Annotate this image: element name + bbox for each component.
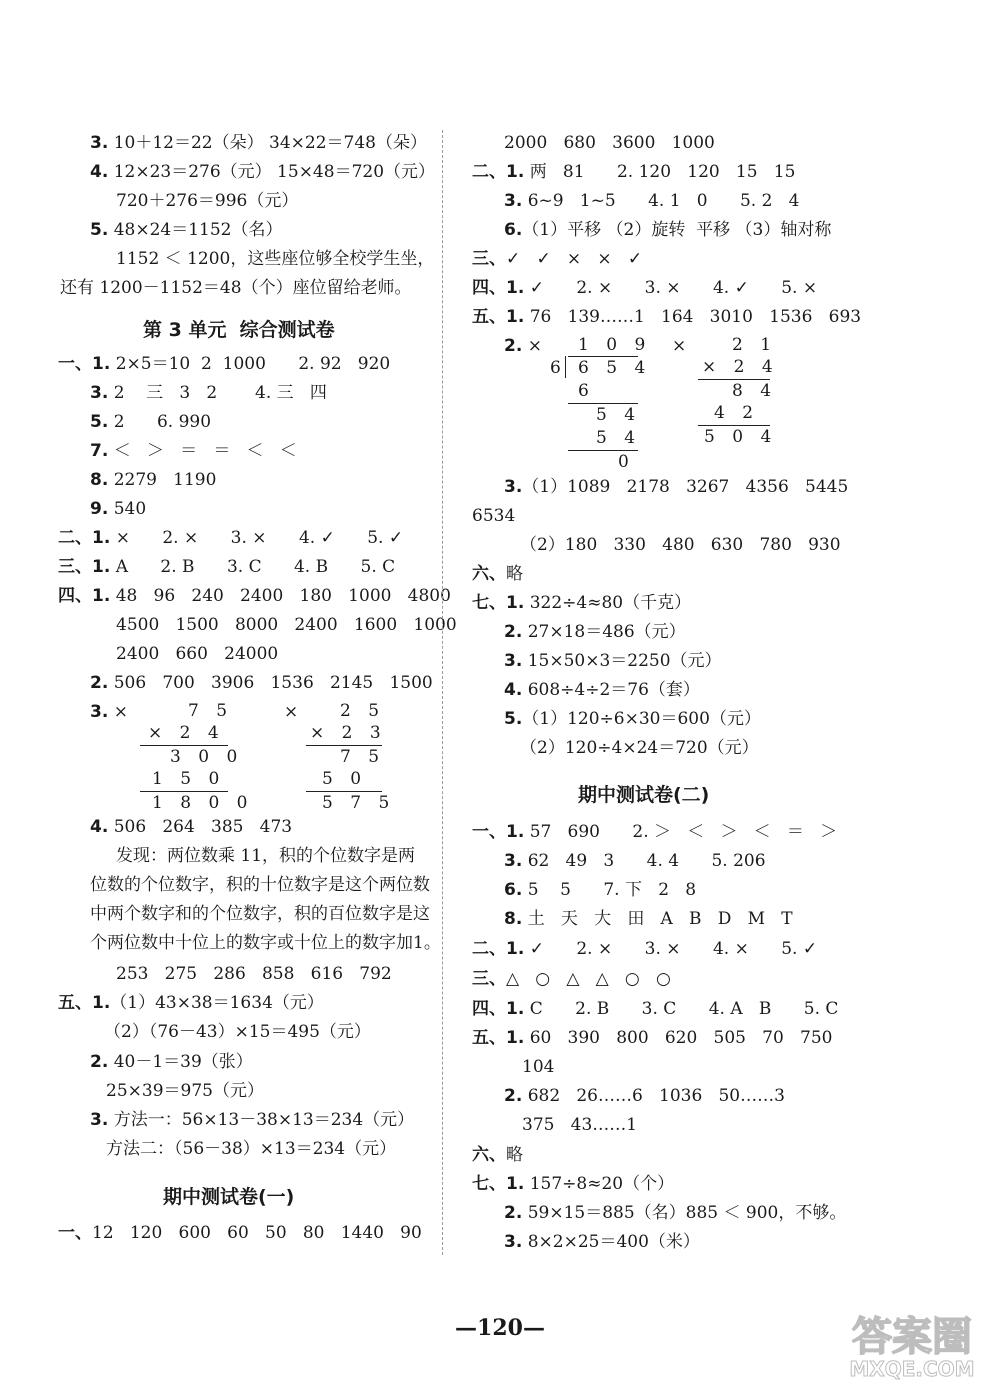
calc-row: 6 5 4 <box>578 358 652 378</box>
answer-line: 4. 608÷4÷2＝76（套） <box>504 680 700 700</box>
calc-row: 6 <box>578 381 595 401</box>
answer-line: 253 275 286 858 616 792 <box>116 964 392 984</box>
answer-line: 3. 6~9 1~5 4. 1 0 5. 2 4 <box>504 191 800 211</box>
answer-line: 2. 506 700 3906 1536 2145 1500 <box>90 673 433 693</box>
answer-line: 375 43……1 <box>522 1115 638 1135</box>
answer-line: 二、1. ✓ 2. × 3. × 4. × 5. ✓ <box>472 939 818 959</box>
answer-line: 一、1. 2×5＝10 2 1000 2. 92 920 <box>58 354 391 374</box>
calc-row: × 2 3 <box>310 723 387 743</box>
calc-rule <box>568 403 638 404</box>
answer-line: 1152 ＜ 1200，这些座位够全校学生坐， <box>116 249 435 269</box>
calc-row: 1 0 9 <box>578 335 652 355</box>
calc-row: 5 4 <box>596 405 642 425</box>
calc-rule <box>140 745 228 746</box>
section-title-midterm-1: 期中测试卷(一) <box>163 1186 295 1208</box>
answer-line: 四、1. 48 96 240 2400 180 1000 4800 <box>58 586 451 606</box>
answer-line: 3.（1）1089 2178 3267 4356 5445 <box>504 477 849 497</box>
svg-text:MXQE.COM: MXQE.COM <box>849 1357 975 1381</box>
answer-line: 五、1.（1）43×38＝1634（元） <box>58 993 324 1013</box>
answer-line: 六、略 <box>472 564 523 584</box>
answer-line: 25×39＝975（元） <box>106 1081 264 1101</box>
answer-line: 还有 1200－1152＝48（个）座位留给老师。 <box>60 278 412 298</box>
answer-line: 3. 8×2×25＝400（米） <box>504 1232 700 1252</box>
watermark-logo <box>842 1304 982 1384</box>
calc-row: 7 5 <box>188 701 234 721</box>
svg-text:答案圈: 答案圈 <box>852 1314 972 1360</box>
answer-line: 720＋276＝996（元） <box>116 191 299 211</box>
calc-row: 7 5 <box>340 747 386 767</box>
calc-row: 8 4 <box>732 381 778 401</box>
answer-line: 中两个数字和的个位数字，积的百位数字是这 <box>90 904 430 924</box>
calc-row: 1 5 0 <box>152 769 226 789</box>
answer-line: 三、✓ ✓ × × ✓ <box>472 249 643 269</box>
answer-line: （2）180 330 480 630 780 930 <box>520 535 841 555</box>
calc-rule <box>568 450 638 451</box>
answer-line: 6534 <box>472 506 516 526</box>
answer-line: 5.（1）120÷6×30＝600（元） <box>504 709 761 729</box>
calc-rule <box>698 379 770 380</box>
answer-line: （2）（76－43）×15＝495（元） <box>104 1022 371 1042</box>
answer-line: 3. 10＋12＝22（朵） 34×22＝748（朵） <box>90 133 427 153</box>
answer-line: 6. 5 5 7. 下 2 8 <box>504 880 697 900</box>
page-number: —120— <box>455 1315 545 1341</box>
answer-line: 5. 48×24＝1152（名） <box>90 220 283 240</box>
calc-row: 5 4 <box>596 428 642 448</box>
calc-row: 1 8 0 0 <box>152 793 254 813</box>
division-bracket <box>565 356 566 378</box>
answer-line: 2. 27×18＝486（元） <box>504 622 686 642</box>
answer-line: 3. 方法一：56×13－38×13＝234（元） <box>90 1110 415 1130</box>
answer-line: 4. 12×23＝276（元） 15×48＝720（元） <box>90 162 436 182</box>
calc-rule <box>698 425 770 426</box>
answer-line: 四、1. ✓ 2. × 3. × 4. ✓ 5. × <box>472 278 818 298</box>
answer-line: （2）120÷4×24＝720（元） <box>520 738 759 758</box>
answer-line: 一、1. 57 690 2. ＞ ＜ ＞ ＜ ＝ ＞ <box>472 822 838 842</box>
answer-line: 二、1. × 2. × 3. × 4. ✓ 5. ✓ <box>58 528 404 548</box>
answer-line: 五、1. 76 139……1 164 3010 1536 693 <box>472 307 862 327</box>
calc-rule <box>140 791 228 792</box>
answer-line: 2. × <box>504 336 542 356</box>
calc-row: 5 0 <box>322 769 368 789</box>
calc-row: 2 5 <box>340 701 386 721</box>
column-divider <box>442 130 443 1255</box>
section-title-midterm-2: 期中测试卷(二) <box>578 784 710 806</box>
answer-line: 四、1. C 2. B 3. C 4. A B 5. C <box>472 999 839 1019</box>
answer-line: 2. 59×15＝885（名）885 ＜ 900，不够。 <box>504 1203 847 1223</box>
calc-rule <box>306 791 382 792</box>
answer-line: 五、1. 60 390 800 620 505 70 750 <box>472 1028 833 1048</box>
answer-line: 2000 680 3600 1000 <box>504 133 715 153</box>
calc-row: × 2 4 <box>148 723 225 743</box>
answer-line: 三、△ ○ △ △ ○ ○ <box>472 969 671 989</box>
answer-line: 3. 2 三 3 2 4. 三 四 <box>90 383 327 403</box>
answer-line: 7. ＜ ＞ ＝ ＝ ＜ ＜ <box>90 441 297 461</box>
calc-rule <box>306 745 382 746</box>
answer-line: 8. 土 天 大 田 A B D M T <box>504 909 793 929</box>
answer-line: × <box>672 336 687 356</box>
answer-line: 一、12 120 600 60 50 80 1440 90 <box>58 1223 422 1243</box>
answer-line: 4. 506 264 385 473 <box>90 817 293 837</box>
answer-line: 二、1. 两 81 2. 120 120 15 15 <box>472 162 796 182</box>
answer-line: 2400 660 24000 <box>116 644 279 664</box>
answer-line: 9. 540 <box>90 499 147 519</box>
answer-line: 3. × <box>90 702 128 722</box>
calc-rule <box>568 356 638 357</box>
calc-row: 6 <box>550 358 567 378</box>
calc-row: 2 1 <box>732 335 778 355</box>
calc-row: × 2 4 <box>702 357 779 377</box>
calc-row: 4 2 <box>714 403 760 423</box>
calc-row: 0 <box>618 452 635 472</box>
answer-line: 6.（1）平移 （2）旋转 平移 （3）轴对称 <box>504 220 832 240</box>
answer-line: 3. 62 49 3 4. 4 5. 206 <box>504 851 766 871</box>
answer-line: 2. 682 26……6 1036 50……3 <box>504 1086 785 1106</box>
answer-line: 发现：两位数乘 11，积的个位数字是两 <box>116 846 416 866</box>
calc-row: 5 0 4 <box>704 427 778 447</box>
answer-line: 方法二：（56－38）×13＝234（元） <box>106 1139 397 1159</box>
answer-line: 个两位数中十位上的数字或十位上的数字加1。 <box>90 933 441 953</box>
answer-line: 2. 40－1＝39（张） <box>90 1052 253 1072</box>
section-title-unit3: 第 3 单元 综合测试卷 <box>143 319 335 341</box>
answer-line: 3. 15×50×3＝2250（元） <box>504 651 722 671</box>
answer-line: 4500 1500 8000 2400 1600 1000 <box>116 615 457 635</box>
answer-line: 七、1. 157÷8≈20（个） <box>472 1174 675 1194</box>
answer-line: 位数的个位数字，积的十位数字是这个两位数 <box>90 875 430 895</box>
answer-line: 104 <box>522 1057 555 1077</box>
calc-row: 5 7 5 <box>322 793 396 813</box>
answer-line: 8. 2279 1190 <box>90 470 217 490</box>
answer-line: 5. 2 6. 990 <box>90 412 212 432</box>
calc-row: 3 0 0 <box>170 747 244 767</box>
answer-line: 七、1. 322÷4≈80（千克） <box>472 593 692 613</box>
answer-line: 三、1. A 2. B 3. C 4. B 5. C <box>58 557 396 577</box>
answer-line: 六、略 <box>472 1145 523 1165</box>
answer-line: × <box>284 702 299 722</box>
